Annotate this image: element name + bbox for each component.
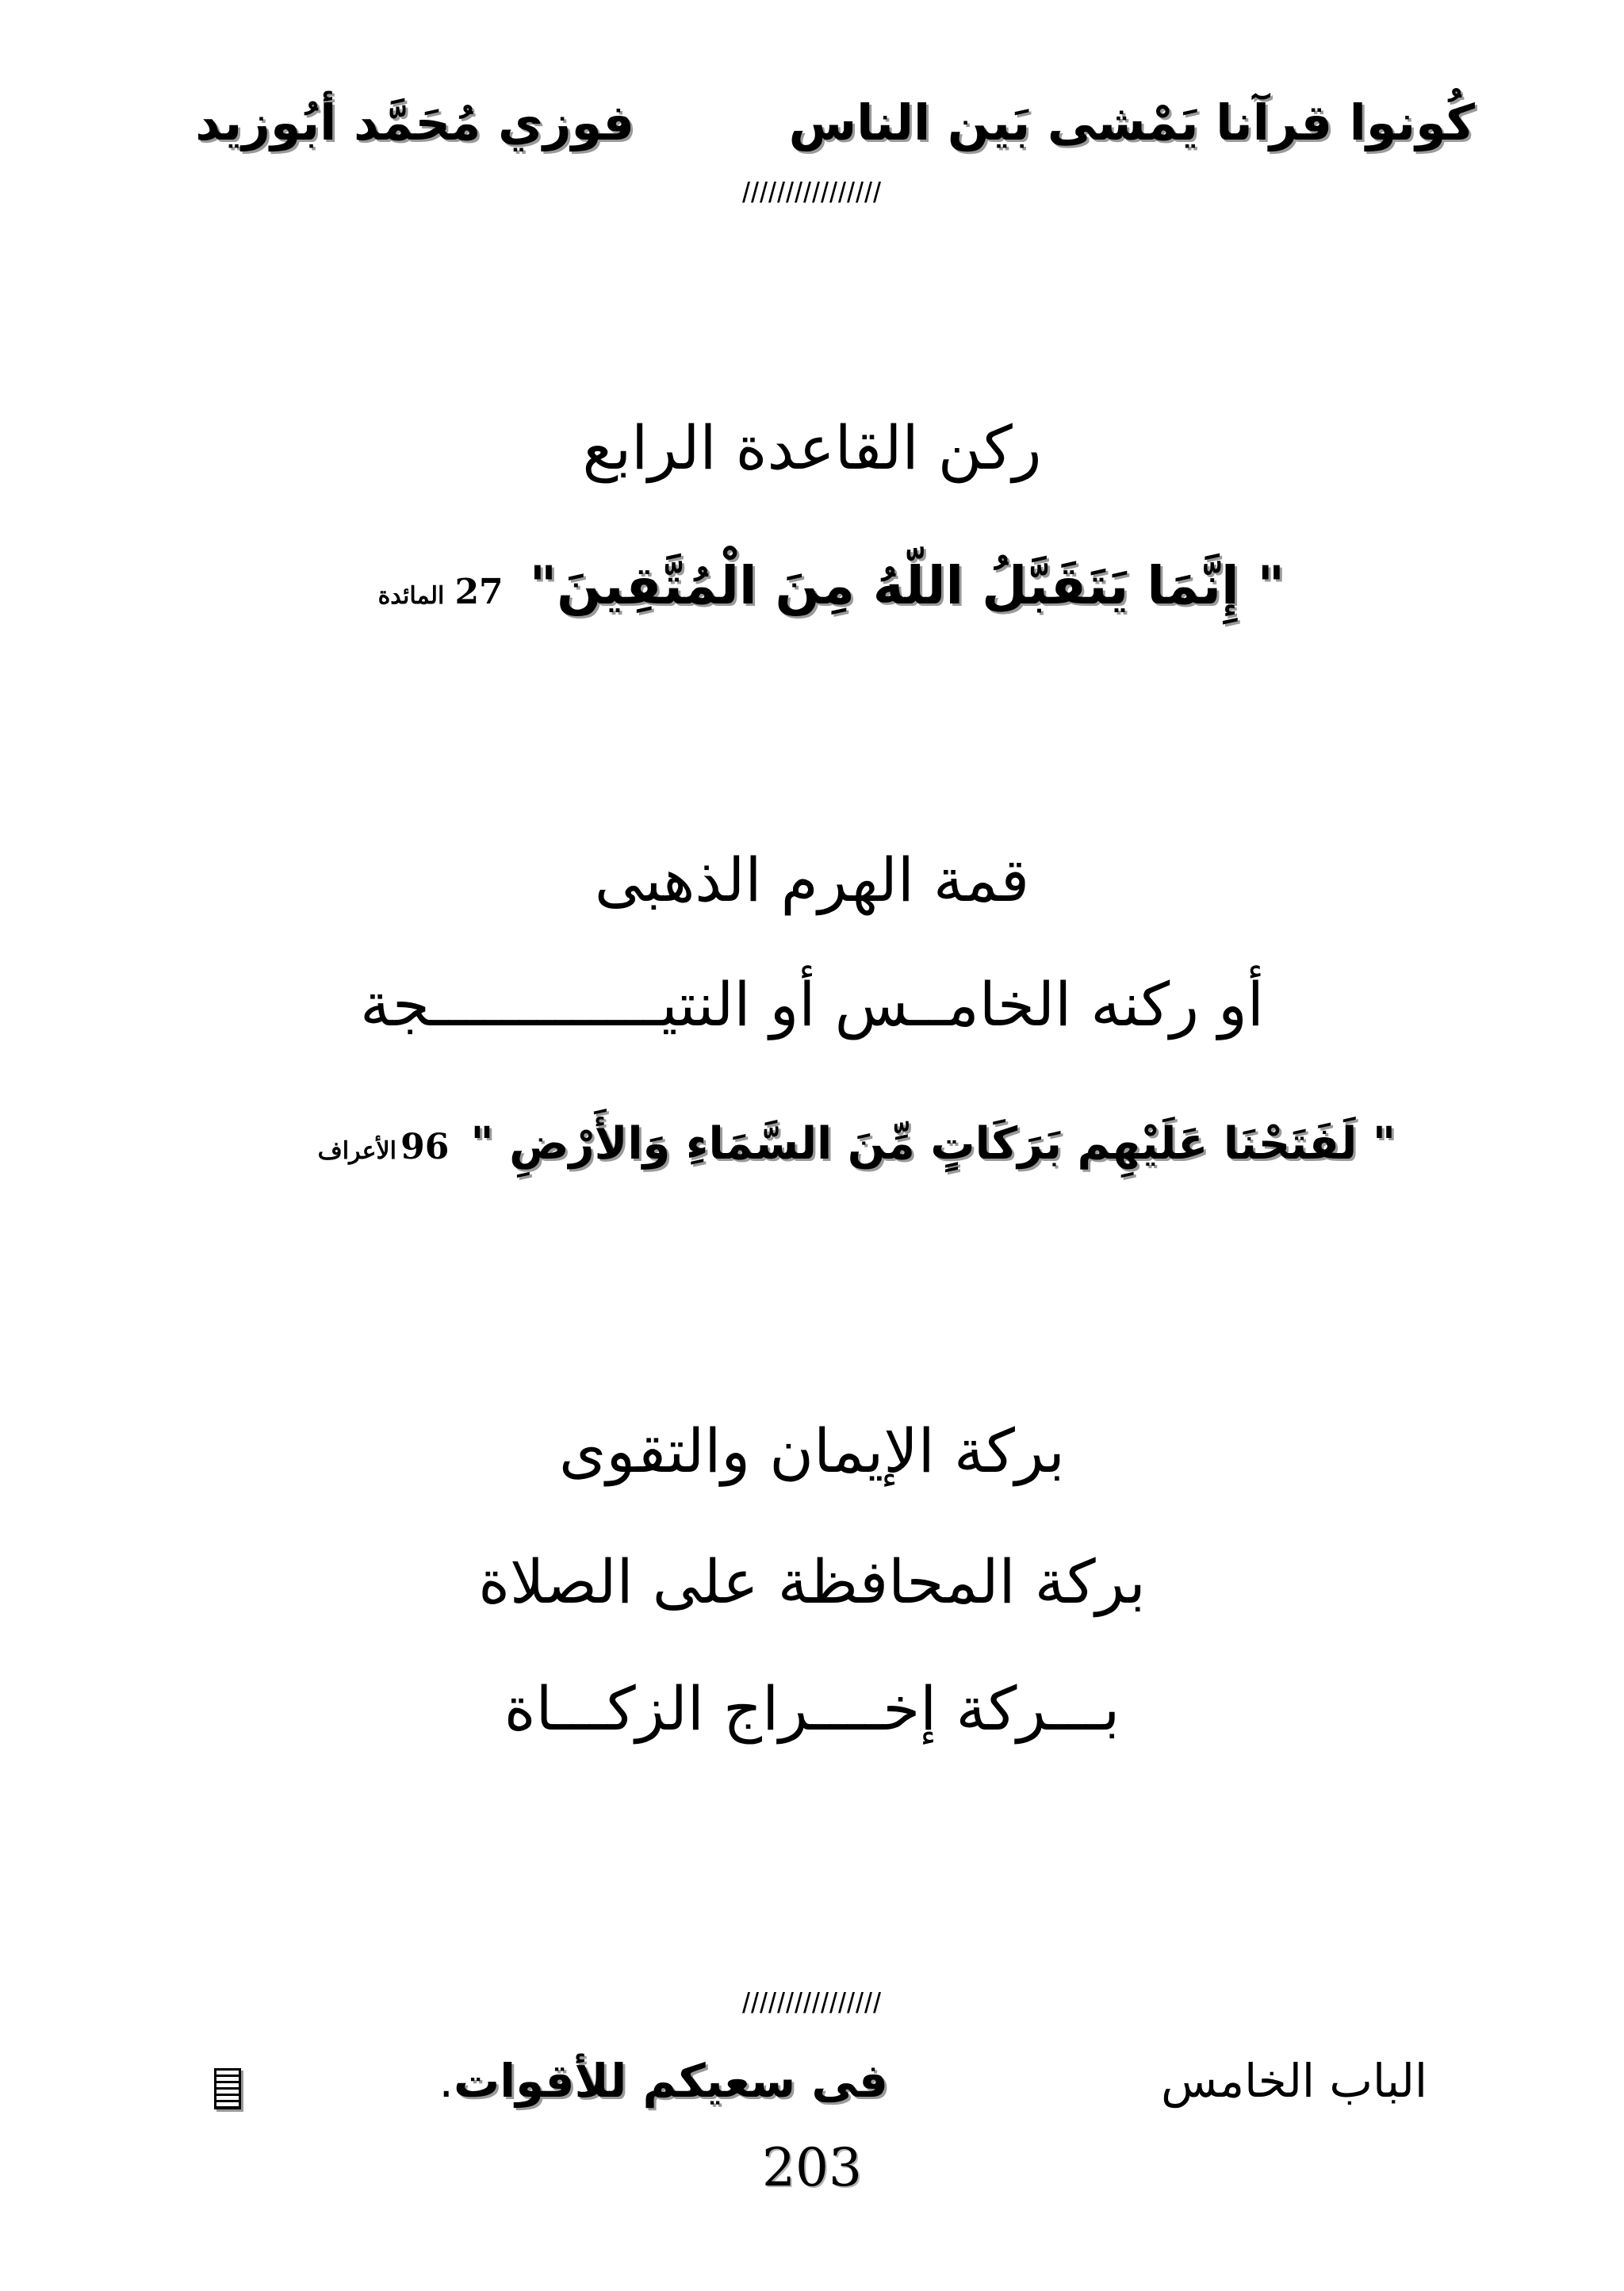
- author-name: فوزي مُحَمَّد أبُوزيد: [195, 94, 634, 151]
- blessing-faith: بركة الإيمان والتقوى: [559, 1416, 1065, 1486]
- verse-2-ayah-number: 96: [400, 1127, 450, 1167]
- chapter-label: الباب الخامس: [1161, 2054, 1427, 2108]
- header-divider: ////////////////: [741, 176, 883, 209]
- chapter-title: فى سعيكم للأقوات: [453, 2054, 888, 2108]
- footer-divider: ////////////////: [741, 1986, 883, 2019]
- verse-1-ayah-number: 27: [454, 572, 504, 612]
- pillar-title: ركن القاعدة الرابع: [582, 412, 1042, 483]
- page-number: 203: [762, 2137, 862, 2198]
- fifth-pillar-line: أو ركنه الخامــس أو النتيـــــــــــــجة: [360, 969, 1264, 1040]
- blessing-prayer: بركة المحافظة على الصلاة: [478, 1546, 1146, 1617]
- book-title: كُونوا قرآنا يَمْشى بَين الناس: [788, 94, 1475, 151]
- pyramid-title: قمة الهرم الذهبى: [594, 845, 1030, 915]
- verse-2-line: [159, 1118, 1396, 1170]
- book-icon: [214, 2068, 241, 2109]
- chapter-title-line: [439, 2054, 888, 2108]
- chapter-title-period: .: [439, 2054, 454, 2108]
- verse-1-text: " إِنَّمَا يَتَقَبَّلُ اللّهُ مِنَ الْمُتَّقِينَ": [529, 555, 1285, 616]
- verse-2-surah: الأعراف: [317, 1137, 396, 1165]
- verse-1-line: [238, 555, 1285, 616]
- verse-1-surah: المائدة: [377, 582, 445, 610]
- blessing-zakat: بـــركة إخــــراج الزكـــاة: [504, 1673, 1120, 1744]
- verse-2-text: " لَفَتَحْنَا عَلَيْهِم بَرَكَاتٍ مِّنَ السَّمَاءِ وَالأَرْضِ ": [470, 1118, 1396, 1170]
